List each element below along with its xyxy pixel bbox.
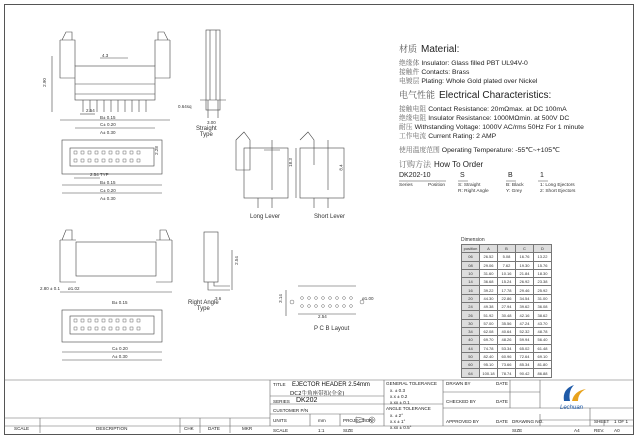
dimension-cell: A xyxy=(480,245,498,253)
brand-name: Lechuan xyxy=(560,405,584,411)
gen-tol-label: GENERAL TOLERANCE xyxy=(386,381,437,386)
rev-col-chk: CHK xyxy=(184,426,194,431)
dimension-row xyxy=(462,278,552,286)
drawn-by-label: DRAWN BY xyxy=(446,381,471,386)
dimension-cell: 15.24 xyxy=(498,278,516,286)
dimension-cell: 39.62 xyxy=(516,303,534,311)
rev-value: A0 xyxy=(614,428,620,433)
dimension-cell: 36.68 xyxy=(480,278,498,286)
dim-b: B± 0.15 xyxy=(100,115,116,120)
dim-2-54-pcb: 2.54 xyxy=(318,314,327,319)
dim-2-90: 2.90 xyxy=(41,78,47,87)
dim-phi-1-00: ø1.00 xyxy=(362,296,374,301)
dimension-cell: 13.22 xyxy=(534,253,552,261)
dim-2-54: 2.54 xyxy=(86,108,95,113)
rev-col-description: DESCRIPTION xyxy=(96,426,128,431)
dimension-cell: 78.74 xyxy=(498,369,516,377)
rev-label: REV. xyxy=(594,428,605,433)
dimension-cell: 44.30 xyxy=(480,294,498,302)
rev-col-mkr: MKR xyxy=(242,426,253,431)
dimension-cell: 64 xyxy=(462,369,480,377)
dim-2-80: 2.80 ± 0.1 xyxy=(40,286,60,291)
dimension-cell: 62.08 xyxy=(480,327,498,335)
dim-2-54-ra: 2.54 xyxy=(233,256,239,265)
order-code: DK202-10 xyxy=(399,172,431,179)
dimension-cell: 23.38 xyxy=(534,278,552,286)
electrical-line-1: 接触电阻 Contact Resistance: 20mΩmax. at DC 100mA xyxy=(399,105,567,113)
ang-tol-2: x.x ± 1° xyxy=(390,419,406,424)
dimension-cell: 22.86 xyxy=(498,294,516,302)
dimension-cell: 65.02 xyxy=(516,344,534,352)
dimension-cell: 100.18 xyxy=(480,369,498,377)
dimension-row xyxy=(462,253,552,261)
short-lever-label: Short Lever xyxy=(314,214,346,220)
order-one: 1 xyxy=(540,172,544,179)
dimension-row xyxy=(462,319,552,327)
drawn-date-label: DATE xyxy=(496,381,508,386)
dimension-cell: 27.94 xyxy=(498,303,516,311)
dimension-cell: 90.42 xyxy=(516,369,534,377)
dimension-cell: B xyxy=(498,245,516,253)
units-value: mm xyxy=(318,418,326,423)
order-header: 订购方法 How To Order xyxy=(399,160,484,169)
dimension-cell: 56.40 xyxy=(534,336,552,344)
dimension-cell: 61.48 xyxy=(534,344,552,352)
dimension-cell: 60.96 xyxy=(498,352,516,360)
electrical-line-3: 耐压 Withstanding Voltage: 1000V AC/rms 50Hz For 1 minute xyxy=(399,123,584,131)
dimension-cell: 72.64 xyxy=(516,352,534,360)
dim-0-64sq: 0.64sq xyxy=(178,104,192,109)
material-line-2: 接触件 Contacts: Brass xyxy=(399,68,470,76)
dimension-cell: 36.08 xyxy=(534,303,552,311)
electrical-header: 电气性能 Electrical Characteristics: xyxy=(399,90,552,101)
dim-3-6: 3.6 xyxy=(215,296,222,301)
dimension-row xyxy=(462,303,552,311)
dimension-title: Dimension xyxy=(461,237,485,243)
dim-2-54-typ: 2.54 TYP xyxy=(90,172,109,177)
dimension-cell: 60 xyxy=(462,361,480,369)
dim-a-3: A± 0.30 xyxy=(112,354,128,359)
dimension-row xyxy=(462,344,552,352)
order-s: S xyxy=(460,172,465,179)
dimension-cell: 69.10 xyxy=(534,352,552,360)
electrical-line-5: 使用温度范围 Operating Temperature: -55℃~+105℃ xyxy=(399,146,560,154)
dimension-cell: 40.64 xyxy=(498,327,516,335)
dimension-cell: 82.40 xyxy=(480,352,498,360)
dimension-row xyxy=(462,327,552,335)
ang-tol-label: ANGLE TOLERANCE xyxy=(386,406,431,411)
dimension-cell: 10.16 xyxy=(498,269,516,277)
dimension-cell: 44 xyxy=(462,344,480,352)
dim-8-4: 8.4 xyxy=(338,164,344,171)
dim-c-3: C± 0.20 xyxy=(112,346,128,351)
ang-tol-3: x.xx ± 0.5° xyxy=(390,425,412,430)
dimension-cell: 10 xyxy=(462,269,480,277)
dimension-cell: 49.38 xyxy=(480,303,498,311)
dimension-cell: 50 xyxy=(462,352,480,360)
dim-c: C± 0.20 xyxy=(100,122,116,127)
order-b-opt-1: B: Black xyxy=(506,183,524,188)
dim-3-00: 3.00 xyxy=(207,120,216,125)
dim-b-2: B± 0.15 xyxy=(100,180,116,185)
dimension-cell: 7.62 xyxy=(498,261,516,269)
dimension-cell: 48.26 xyxy=(498,336,516,344)
dim-a: A± 0.30 xyxy=(100,130,116,135)
dimension-row xyxy=(462,261,552,269)
series-value: DK202 xyxy=(296,397,318,404)
dimension-cell: 30 xyxy=(462,319,480,327)
dim-4-3: 4.3 xyxy=(102,53,109,58)
dimension-cell: 34 xyxy=(462,327,480,335)
dimension-cell: 25.92 xyxy=(534,286,552,294)
dimension-cell: 19.30 xyxy=(516,261,534,269)
rev-col-date: DATE xyxy=(208,426,220,431)
dimension-row xyxy=(462,336,552,344)
straight-type-label: Straight Type xyxy=(196,126,217,138)
material-line-1: 绝缘体 Insulator: Glass filled PBT UL94V-0 xyxy=(399,59,528,67)
pcb-layout-holes xyxy=(290,297,364,308)
dimension-cell: 85.34 xyxy=(516,361,534,369)
dimension-cell: 42.16 xyxy=(516,311,534,319)
dimension-cell: 29.06 xyxy=(480,261,498,269)
straight-side-view xyxy=(206,30,220,110)
rev-col-scale: SCALE xyxy=(14,426,30,431)
scale-value: 1:1 xyxy=(318,428,325,433)
dimension-cell: 31.00 xyxy=(534,294,552,302)
checked-by-label: CHECKED BY xyxy=(446,399,476,404)
right-angle-top-view xyxy=(62,310,162,342)
lechuan-logo-icon xyxy=(560,383,590,405)
long-lever-view xyxy=(244,148,288,198)
dimension-row xyxy=(462,352,552,360)
dimension-cell: 17.78 xyxy=(498,286,516,294)
dimension-cell: 5.08 xyxy=(498,253,516,261)
dimension-cell: 26 xyxy=(462,311,480,319)
dimension-cell: 15.76 xyxy=(534,261,552,269)
scale-label: SCALE xyxy=(273,428,289,433)
dim-b-3: B± 0.15 xyxy=(112,300,128,305)
dimension-cell: 81.80 xyxy=(534,361,552,369)
dimension-cell: 29.46 xyxy=(516,286,534,294)
pcb-layout-label: P C B Layout xyxy=(314,326,350,332)
dimension-cell: 26.92 xyxy=(516,278,534,286)
customer-label: CUSTOMER P/N xyxy=(273,408,309,413)
dimension-row xyxy=(462,361,552,369)
long-lever-label: Long Lever xyxy=(250,214,281,220)
dimension-row xyxy=(462,311,552,319)
dimension-cell: 14 xyxy=(462,278,480,286)
front-view-body xyxy=(75,66,155,100)
dim-c-2: C± 0.20 xyxy=(100,188,116,193)
dimension-cell: 08 xyxy=(462,261,480,269)
dimension-cell: 38.62 xyxy=(534,311,552,319)
order-s-opt-2: R: Right Angle xyxy=(458,189,489,194)
dimension-cell: 06 xyxy=(462,253,480,261)
dimension-cell: 74.78 xyxy=(480,344,498,352)
gen-tol-2: x.x ± 0.2 xyxy=(390,394,408,399)
dimension-cell: 39.22 xyxy=(480,286,498,294)
short-lever-view xyxy=(300,148,344,198)
order-one-opt-2: 2: Short Ejectors xyxy=(540,189,576,194)
dimension-cell: 95.10 xyxy=(480,361,498,369)
sheet-value: 1 OF 1 xyxy=(614,419,629,424)
order-s-opt-1: S: Straight xyxy=(458,183,481,188)
dimension-cell: 57.00 xyxy=(480,319,498,327)
title-en: EJECTOR HEADER 2.54mm xyxy=(292,382,370,388)
order-b-opt-2: Y: Grey xyxy=(506,189,522,194)
dimension-cell: 69.70 xyxy=(480,336,498,344)
order-series: Series xyxy=(399,183,413,188)
dimension-header-row xyxy=(462,245,552,253)
dim-18-3: 18.3 xyxy=(287,158,293,167)
dimension-row xyxy=(462,286,552,294)
top-view-body xyxy=(62,140,162,174)
electrical-line-2: 绝缘电阻 Insulator Resistance: 1000MΩmin. at 500V DC xyxy=(399,114,570,122)
right-angle-type-label: Right Angle Type xyxy=(188,300,219,312)
drawing-no-label: DRAWING NO. xyxy=(512,419,544,424)
checked-date-label: DATE xyxy=(496,399,508,404)
gen-tol-3: x.xx ± 0.1 xyxy=(390,400,410,405)
size-label-2: SIZE xyxy=(512,428,523,433)
dimension-cell: 26.52 xyxy=(480,253,498,261)
sheet-label: SHEET xyxy=(594,419,610,424)
dimension-cell: 31.60 xyxy=(480,269,498,277)
size-label: SIZE xyxy=(343,428,354,433)
dimension-cell: 16.76 xyxy=(516,253,534,261)
dimension-cell: 53.34 xyxy=(498,344,516,352)
dim-3-14: 3.14 xyxy=(277,294,283,303)
dimension-cell: 18.30 xyxy=(534,269,552,277)
order-b: B xyxy=(508,172,513,179)
approved-date-label: DATE xyxy=(496,419,508,424)
dimension-cell: 47.24 xyxy=(516,319,534,327)
size-value: A4 xyxy=(574,428,580,433)
dimension-table xyxy=(461,244,552,378)
units-label: UNITS xyxy=(273,418,287,423)
ang-tol-1: x. ± 2° xyxy=(390,413,404,418)
order-position: Position xyxy=(428,183,446,188)
dim-a-2: A± 0.30 xyxy=(100,196,116,201)
dimension-row xyxy=(462,369,552,377)
dimension-cell: 59.94 xyxy=(516,336,534,344)
projection-label: PROJECTION xyxy=(343,418,373,423)
material-header: 材质 Material: xyxy=(399,44,460,55)
dimension-cell: 35.56 xyxy=(498,319,516,327)
dimension-cell: 43.70 xyxy=(534,319,552,327)
dimension-cell: 20 xyxy=(462,294,480,302)
dimension-cell: 40 xyxy=(462,336,480,344)
dimension-cell: 73.66 xyxy=(498,361,516,369)
dimension-cell: 16 xyxy=(462,286,480,294)
dimension-row xyxy=(462,269,552,277)
gen-tol-1: x. ± 0.3 xyxy=(390,388,406,393)
material-line-3: 电镀层 Plating: Whole Gold plated over Nickel xyxy=(399,77,538,85)
dimension-cell: 24 xyxy=(462,303,480,311)
dimension-cell: position xyxy=(462,245,480,253)
dimension-cell: 21.84 xyxy=(516,269,534,277)
title-label: TITLE xyxy=(273,382,286,387)
series-label: SERIES xyxy=(273,399,290,404)
title-cn: DC2牛角座带扣(全金) xyxy=(290,391,345,397)
dimension-cell: 30.48 xyxy=(498,311,516,319)
dimension-cell: 48.78 xyxy=(534,327,552,335)
approved-by-label: APPROVED BY xyxy=(446,419,479,424)
dim-phi-1-02: ø1.02 xyxy=(68,286,80,291)
order-one-opt-1: 1: Long Ejectors xyxy=(540,183,575,188)
right-angle-side-view xyxy=(204,232,218,282)
dimension-row xyxy=(462,294,552,302)
right-angle-front-view xyxy=(76,242,156,276)
electrical-line-4: 工作电流 Current Rating: 2 AMP xyxy=(399,132,497,140)
dimension-cell: C xyxy=(516,245,534,253)
dimension-cell: D xyxy=(534,245,552,253)
dimension-cell: 51.92 xyxy=(480,311,498,319)
dimension-cell: 52.32 xyxy=(516,327,534,335)
dim-2-28: 2.28 xyxy=(153,146,159,155)
dimension-cell: 34.54 xyxy=(516,294,534,302)
dimension-cell: 86.88 xyxy=(534,369,552,377)
